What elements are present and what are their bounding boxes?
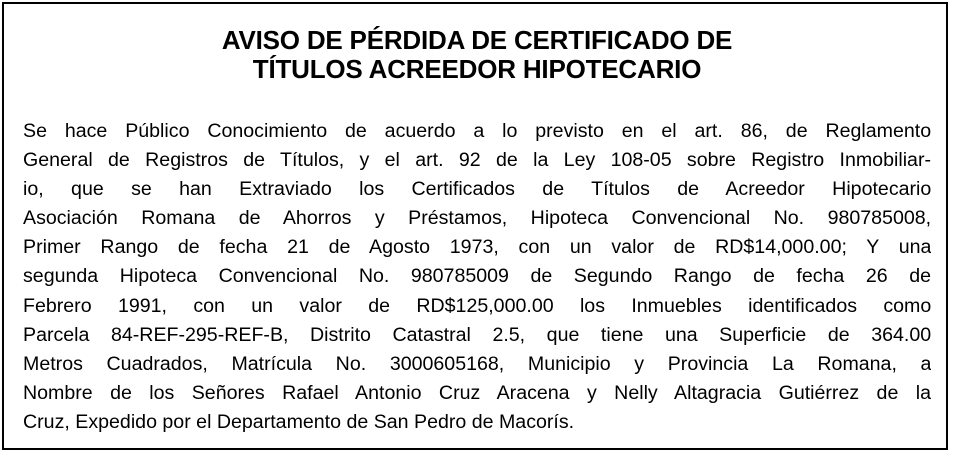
body-line-6: segunda Hipoteca Convencional No. 980785009 de Segundo Rango de fecha 26 de xyxy=(23,265,931,288)
body-line-2: General de Registros de Títulos, y el art. 92 de la Ley 108-05 sobre Registro Inmobiliar- xyxy=(23,149,931,172)
notice-box xyxy=(2,2,948,450)
notice-title xyxy=(4,26,950,84)
body-line-1: Se hace Público Conocimiento de acuerdo a lo previsto en el art. 86, de Reglamento xyxy=(23,120,931,142)
body-line-11: Cruz, Expedido por el Departamento de San Pedro de Macorís. xyxy=(23,410,575,433)
body-line-5: Primer Rango de fecha 21 de Agosto 1973, con un valor de RD$14,000.00; Y una xyxy=(23,236,931,259)
notice-body xyxy=(23,117,931,437)
body-line-4: Asociación Romana de Ahorros y Préstamos, Hipoteca Convencional No. 980785008, xyxy=(23,207,931,230)
body-line-3: io, que se han Extraviado los Certificados de Títulos de Acreedor Hipotecario xyxy=(23,178,931,201)
title-line-2: TÍTULOS ACREEDOR HIPOTECARIO xyxy=(252,54,702,84)
body-line-8: Parcela 84-REF-295-REF-B, Distrito Catastral 2.5, que tiene una Superficie de 364.00 xyxy=(23,323,931,346)
body-line-7: Febrero 1991, con un valor de RD$125,000.00 los Inmuebles identificados como xyxy=(23,294,931,317)
body-line-9: Metros Cuadrados, Matrícula No. 3000605168, Municipio y Provincia La Romana, a xyxy=(23,352,931,375)
body-line-10: Nombre de los Señores Rafael Antonio Cruz Aracena y Nelly Altagracia Gutiérrez de la xyxy=(23,381,931,404)
title-line-1: AVISO DE PÉRDIDA DE CERTIFICADO DE xyxy=(221,25,733,55)
